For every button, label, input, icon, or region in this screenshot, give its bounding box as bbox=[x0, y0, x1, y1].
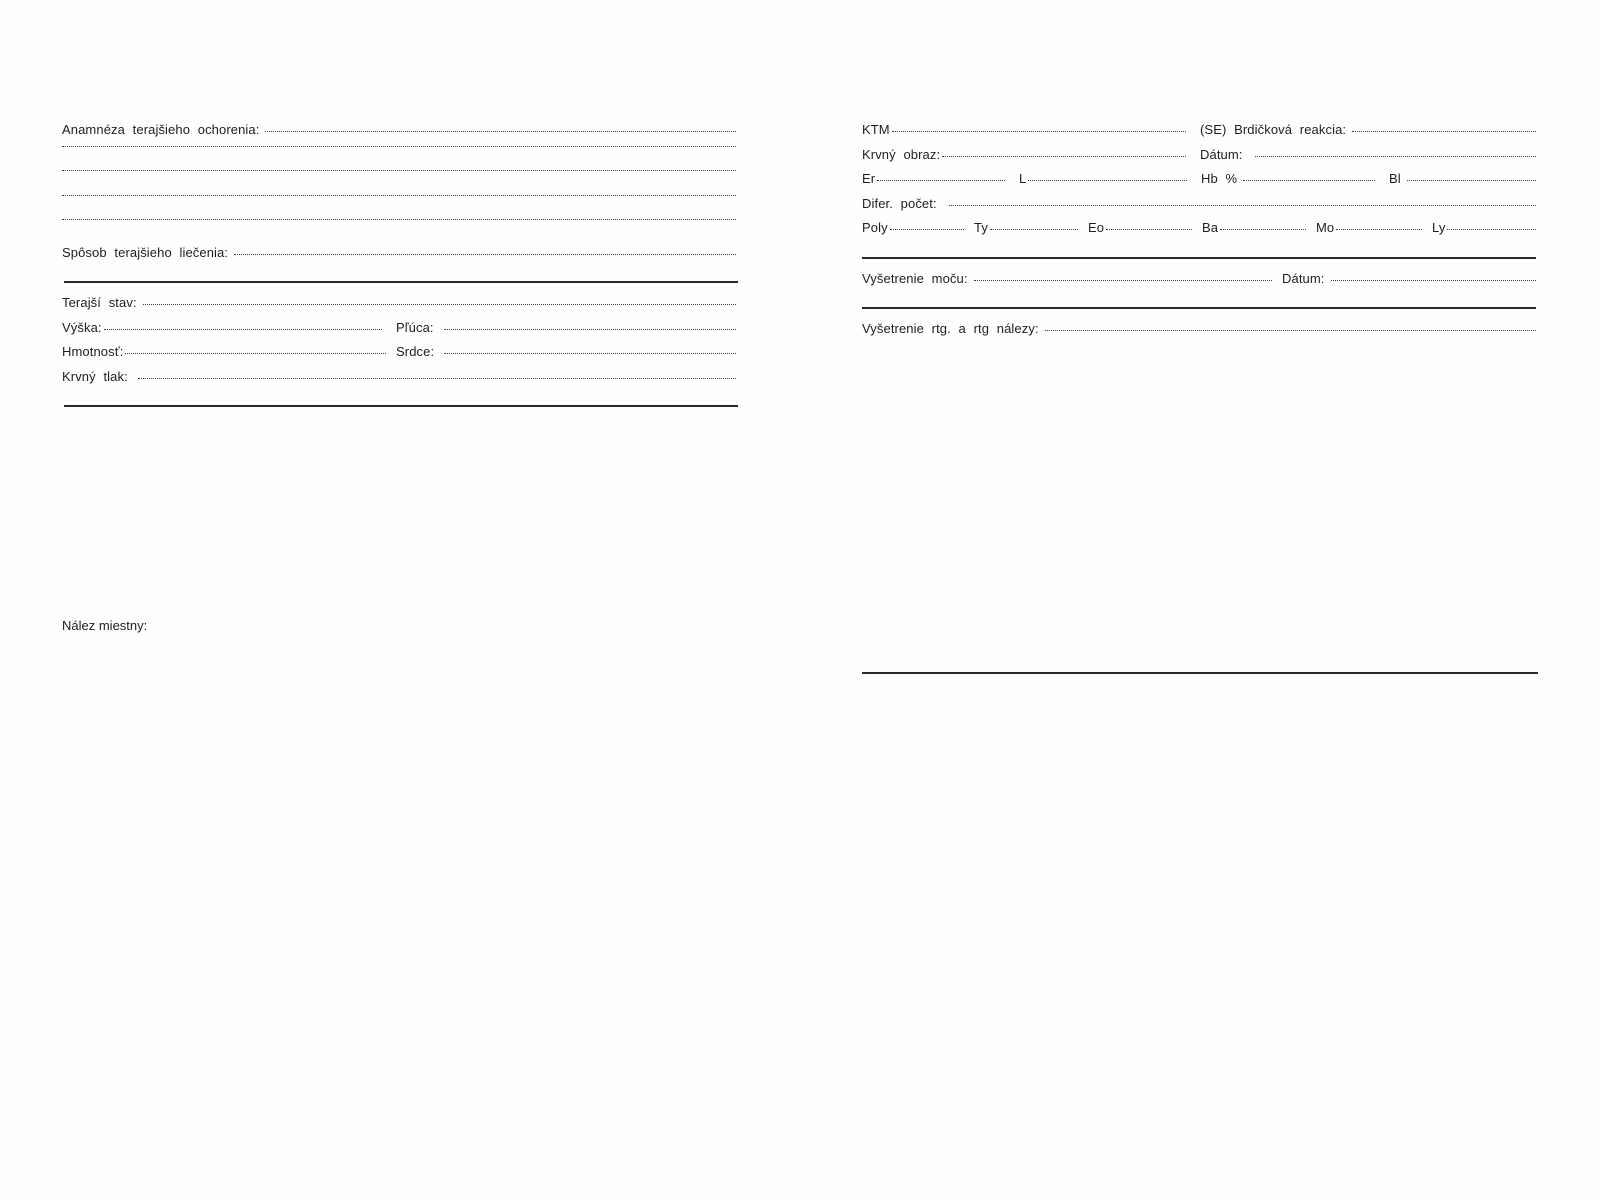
mo-segment bbox=[1316, 220, 1424, 235]
se-segment bbox=[1200, 122, 1538, 137]
eo-fill-line[interactable] bbox=[1106, 228, 1192, 230]
xray-row bbox=[862, 321, 1538, 346]
weight-fill-line[interactable] bbox=[125, 352, 386, 354]
current-state-row bbox=[62, 295, 738, 320]
height-label: Výška: bbox=[62, 319, 102, 335]
l-segment bbox=[1019, 171, 1189, 186]
section-divider bbox=[64, 281, 738, 283]
ly-label: Ly bbox=[1432, 220, 1446, 235]
urine-fill-line[interactable] bbox=[974, 279, 1272, 281]
height-lungs-row bbox=[62, 320, 738, 345]
anamnesis-fill-line-3[interactable] bbox=[62, 169, 736, 171]
weight-label: Hmotnosť: bbox=[62, 344, 124, 359]
blood-count-row bbox=[862, 147, 1538, 172]
lungs-segment bbox=[396, 320, 738, 335]
ktm-fill-line[interactable] bbox=[892, 130, 1186, 132]
anamnesis-continuation-row bbox=[62, 171, 738, 196]
mo-fill-line[interactable] bbox=[1336, 228, 1422, 230]
xray-fill-line[interactable] bbox=[1045, 329, 1536, 331]
anamnesis-continuation-row bbox=[62, 196, 738, 221]
ty-fill-line[interactable] bbox=[990, 228, 1078, 230]
ty-label: Ty bbox=[974, 220, 988, 235]
urine-segment bbox=[862, 271, 1274, 286]
anamnesis-continuation-row bbox=[62, 147, 738, 172]
ty-segment bbox=[974, 220, 1080, 235]
blood-count-fill-line[interactable] bbox=[942, 155, 1186, 157]
urine-date-segment bbox=[1282, 271, 1538, 286]
er-l-hb-bl-row bbox=[862, 171, 1538, 196]
hb-segment bbox=[1201, 171, 1377, 186]
heart-fill-line[interactable] bbox=[444, 352, 736, 354]
left-column bbox=[62, 122, 738, 419]
section-divider bbox=[862, 307, 1536, 309]
hb-fill-line[interactable] bbox=[1243, 179, 1375, 181]
blood-count-label: Krvný obraz: bbox=[862, 146, 941, 162]
xray-section-bottom-rule bbox=[862, 672, 1538, 674]
eo-segment bbox=[1088, 220, 1194, 235]
current-state-label: Terajší stav: bbox=[62, 295, 137, 310]
er-segment bbox=[862, 171, 1007, 186]
urine-label: Vyšetrenie moču: bbox=[862, 270, 968, 286]
treatment-label: Spôsob terajšieho liečenia: bbox=[62, 244, 229, 260]
ktm-label: KTM bbox=[862, 122, 890, 137]
anamnesis-row bbox=[62, 122, 738, 147]
er-label: Er bbox=[862, 171, 876, 186]
l-label: L bbox=[1019, 171, 1027, 186]
date-fill-line[interactable] bbox=[1255, 155, 1536, 157]
ba-fill-line[interactable] bbox=[1220, 228, 1306, 230]
date-label: Dátum: bbox=[1200, 146, 1243, 162]
poly-segment bbox=[862, 220, 966, 235]
urine-date-label: Dátum: bbox=[1282, 270, 1325, 286]
anamnesis-fill-line[interactable] bbox=[265, 130, 736, 132]
urine-date-fill-line[interactable] bbox=[1331, 279, 1536, 281]
section-divider bbox=[64, 405, 738, 407]
current-state-fill-line[interactable] bbox=[143, 303, 736, 305]
blood-pressure-fill-line[interactable] bbox=[138, 377, 736, 379]
section-divider bbox=[862, 257, 1536, 259]
se-fill-line[interactable] bbox=[1352, 130, 1536, 132]
ktm-se-row bbox=[862, 122, 1538, 147]
lungs-label: Pľúca: bbox=[396, 319, 434, 335]
bl-label: Bl bbox=[1389, 171, 1401, 186]
hb-label: Hb % bbox=[1201, 171, 1238, 186]
ba-label: Ba bbox=[1202, 220, 1219, 235]
blood-count-segment bbox=[862, 147, 1188, 162]
heart-label: Srdce: bbox=[396, 344, 435, 359]
differential-row bbox=[862, 196, 1538, 221]
differential-fill-line[interactable] bbox=[949, 204, 1536, 206]
lungs-fill-line[interactable] bbox=[444, 328, 736, 330]
ktm-segment bbox=[862, 122, 1188, 137]
weight-segment bbox=[62, 344, 388, 359]
bl-segment bbox=[1389, 171, 1538, 186]
right-column bbox=[862, 122, 1538, 346]
blood-pressure-row bbox=[62, 369, 738, 394]
heart-segment bbox=[396, 344, 738, 359]
anamnesis-label: Anamnéza terajšieho ochorenia: bbox=[62, 122, 260, 137]
treatment-row bbox=[62, 245, 738, 270]
l-fill-line[interactable] bbox=[1028, 179, 1187, 181]
weight-heart-row bbox=[62, 344, 738, 369]
ly-fill-line[interactable] bbox=[1447, 228, 1536, 230]
eo-label: Eo bbox=[1088, 220, 1105, 235]
se-label: (SE) Brdičková reakcia: bbox=[1200, 122, 1347, 137]
leukocyte-types-row bbox=[862, 220, 1538, 245]
xray-label: Vyšetrenie rtg. a rtg nálezy: bbox=[862, 321, 1039, 336]
poly-fill-line[interactable] bbox=[890, 228, 964, 230]
anamnesis-fill-line-5[interactable] bbox=[62, 218, 736, 220]
poly-label: Poly bbox=[862, 220, 888, 235]
differential-label: Difer. počet: bbox=[862, 195, 937, 211]
local-finding-label: Nález miestny: bbox=[62, 618, 148, 633]
bl-fill-line[interactable] bbox=[1407, 179, 1536, 181]
anamnesis-fill-line-2[interactable] bbox=[62, 145, 736, 147]
treatment-fill-line[interactable] bbox=[234, 253, 736, 255]
er-fill-line[interactable] bbox=[877, 179, 1005, 181]
mo-label: Mo bbox=[1316, 220, 1335, 235]
ba-segment bbox=[1202, 220, 1308, 235]
height-fill-line[interactable] bbox=[104, 328, 382, 330]
urine-row bbox=[862, 271, 1538, 296]
blood-pressure-label: Krvný tlak: bbox=[62, 368, 128, 384]
ly-segment bbox=[1432, 220, 1538, 235]
anamnesis-fill-line-4[interactable] bbox=[62, 194, 736, 196]
height-segment bbox=[62, 320, 384, 335]
date-segment bbox=[1200, 147, 1538, 162]
anamnesis-continuation-row bbox=[62, 220, 738, 245]
